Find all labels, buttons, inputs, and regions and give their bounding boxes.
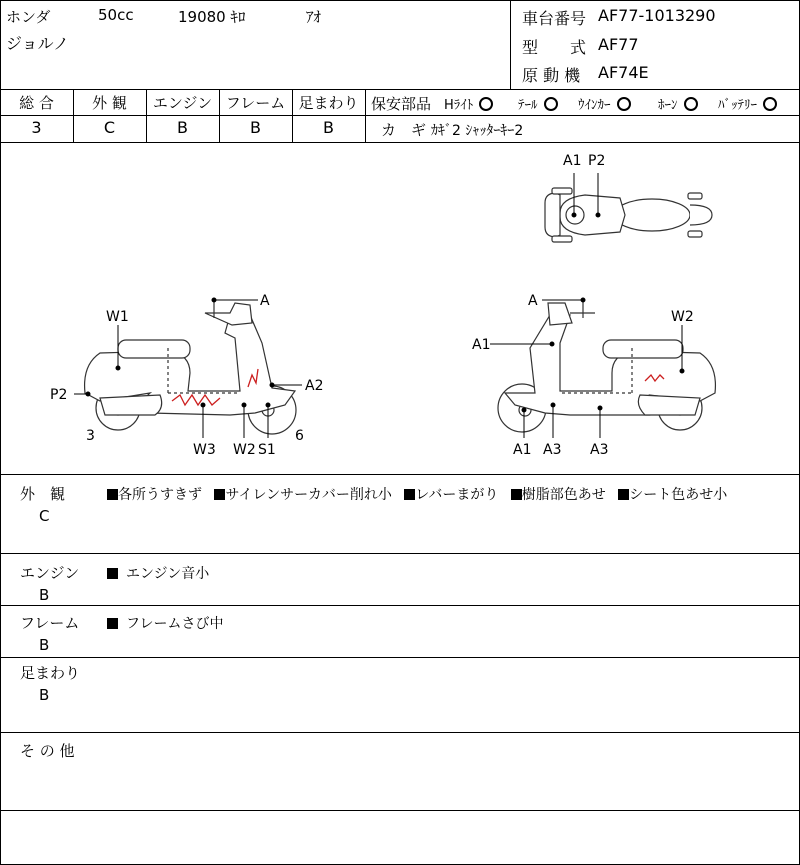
safety-tail: ﾃｰﾙ [518, 94, 558, 113]
remark-notes-frame: フレームさび中 [107, 613, 223, 633]
label-right-a1-upper: A1 [472, 337, 491, 353]
ok-circle-icon [544, 97, 558, 111]
bullet-square-icon [404, 489, 415, 500]
safety-label: 保安部品 [371, 95, 432, 113]
frame-number-label: 車台番号 [522, 9, 587, 28]
remark-label-engine: エンジン [20, 564, 80, 582]
remark-divider [0, 553, 800, 554]
remark-grade-exterior: C [39, 507, 50, 525]
grade-value-suspension: B [323, 118, 334, 137]
key-value: ｶｷﾞ2 ｼｬｯﾀｰｷｰ2 [431, 123, 524, 139]
bullet-square-icon [107, 618, 118, 629]
remark-grade-suspension: B [39, 686, 50, 704]
ok-circle-icon [684, 97, 698, 111]
remark-notes-engine: エンジン音小 [107, 563, 209, 583]
model-type: AF77 [598, 35, 639, 54]
remark-label-suspension: 足まわり [20, 664, 81, 682]
diagram-bottom-line [0, 474, 800, 475]
grade-value-exterior: C [103, 118, 116, 137]
label-left-3: 3 [86, 428, 95, 444]
scooter-diagram [0, 143, 800, 473]
label-left-a2: A2 [305, 378, 324, 394]
ok-circle-icon [617, 97, 631, 111]
label-left-6: 6 [295, 428, 304, 444]
label-right-a1: A1 [513, 442, 532, 458]
label-left-s1: S1 [258, 442, 276, 458]
remark-grade-engine: B [39, 586, 50, 604]
bullet-square-icon [618, 489, 629, 500]
remark-notes-exterior: 各所うすきず サイレンサーカバー削れ小 レバーまがり 樹脂部色あせ シート色あせ小 [107, 484, 727, 504]
remark-label-frame: フレーム [20, 614, 80, 632]
grade-label-exterior: 外 観 [92, 94, 127, 112]
remark-divider [0, 732, 800, 733]
bullet-square-icon [107, 568, 118, 579]
bullet-square-icon [511, 489, 522, 500]
model-name: ジョルノ [6, 34, 70, 53]
label-right-a3-a: A3 [543, 442, 562, 458]
remark-divider [0, 657, 800, 658]
grade-value-overall: 3 [31, 118, 42, 137]
label-left-w3: W3 [193, 442, 216, 458]
label-left-w2: W2 [233, 442, 256, 458]
remark-label-other: そ の 他 [20, 742, 75, 760]
grade-value-frame: B [250, 118, 261, 137]
grade-mid-line [0, 115, 800, 116]
label-left-p2: P2 [50, 387, 68, 403]
body-color: ｱｵ [306, 8, 322, 26]
key-label: カ ギ [381, 121, 427, 139]
mileage: 19080 ｷﾛ [178, 8, 246, 26]
bullet-square-icon [214, 489, 225, 500]
safety-battery: ﾊﾞｯﾃﾘｰ [718, 94, 777, 113]
maker: ホンダ [6, 8, 51, 26]
grade-label-engine: エンジン [152, 94, 213, 112]
displacement: 50cc [98, 6, 134, 24]
label-top-p2: P2 [588, 153, 606, 169]
label-top-a1: A1 [563, 153, 582, 169]
remark-divider [0, 605, 800, 606]
header-bottom-line [0, 89, 800, 90]
label-left-w1: W1 [106, 309, 129, 325]
safety-horn: ﾎｰﾝ [658, 94, 698, 113]
bullet-square-icon [107, 489, 118, 500]
remark-label-exterior: 外 観 [20, 485, 66, 503]
grade-label-suspension: 足まわり [298, 94, 359, 112]
top-view-scooter [545, 188, 712, 242]
ok-circle-icon [763, 97, 777, 111]
safety-winker: ｳｲﾝｶｰ [578, 94, 631, 113]
engine-code: AF74E [598, 63, 649, 82]
header-divider [510, 0, 511, 89]
remark-grade-frame: B [39, 636, 50, 654]
remark-divider [0, 810, 800, 811]
ok-circle-icon [479, 97, 493, 111]
model-type-label: 型 式 [522, 38, 587, 57]
grade-label-frame: フレーム [225, 94, 286, 112]
grade-label-overall: 総 合 [19, 94, 54, 112]
label-right-w2: W2 [671, 309, 694, 325]
safety-headlight: Hﾗｲﾄ [444, 94, 493, 113]
label-right-a3-b: A3 [590, 442, 609, 458]
label-left-a: A [260, 293, 270, 309]
label-right-a: A [528, 293, 538, 309]
engine-label: 原 動 機 [522, 66, 581, 85]
frame-number: AF77-1013290 [598, 6, 716, 25]
grade-value-engine: B [177, 118, 188, 137]
